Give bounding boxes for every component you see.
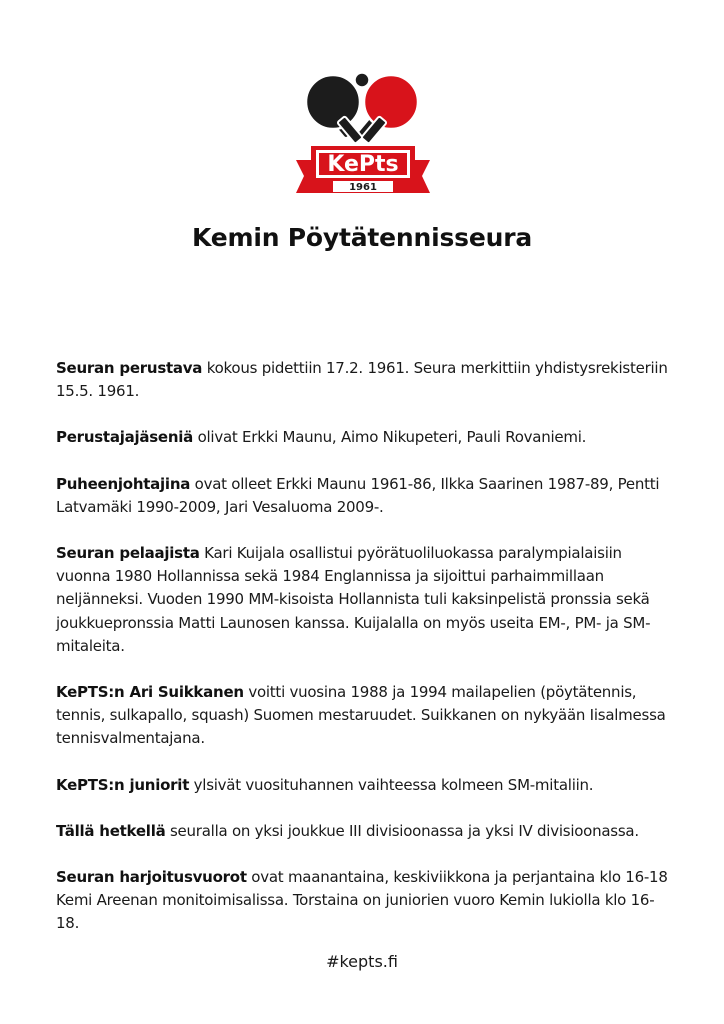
logo-year: 1961 [349, 182, 377, 193]
paragraph-text: kokous pidettiin 17.2. 1961. Seura merkittiin yhdistysrekisteriin 15.5. 1961. [56, 359, 668, 401]
paragraph-text: olivat Erkki Maunu, Aimo Nikupeteri, Pauli Rovaniemi. [193, 428, 587, 447]
paragraph-players [56, 542, 676, 658]
paragraph-lead: Seuran perustava [56, 359, 203, 377]
footer-hashtag: #kepts.fi [326, 952, 398, 971]
paragraph-lead: Puheenjohtajina [56, 474, 191, 493]
paragraph-lead: Seuran pelaajista [56, 544, 200, 563]
paragraph-lead: Perustajajäseniä [56, 428, 194, 447]
paragraph-lead: Tällä hetkellä [56, 821, 166, 840]
logo-club-name: KePts [327, 152, 399, 177]
club-logo [293, 68, 433, 198]
paragraph-lead: KePTS:n Ari Suikkanen [56, 683, 244, 702]
paragraph-founders [56, 426, 676, 449]
paragraph-text: ylsivät vuosituhannen vaihteessa kolmeen SM-mitaliin. [189, 775, 594, 794]
paragraph-text: ovat olleet Erkki Maunu 1961-86, Ilkka Saarinen 1987-89, Pentti Latvamäki 1990-2009, Jari Vesaluoma 2009-. [56, 474, 660, 516]
body-content [56, 357, 676, 959]
paragraph-text: voitti vuosina 1988 ja 1994 mailapelien (pöytätennis, tennis, sulkapallo, squash) Suomen mestaruudet. Suikkanen on nykyään Iisalmessa tennisvalmentajana. [56, 683, 666, 748]
paragraph-suikkanen [56, 681, 676, 751]
paragraph-founding [56, 357, 676, 403]
ball-icon [355, 73, 369, 87]
paragraph-text: ovat maanantaina, keskiviikkona ja perjantaina klo 16-18 Kemi Areenan monitoimisalissa. Torstaina on juniorien vuoro Kemin lukiolla klo 16-18. [56, 868, 668, 933]
paragraph-chairmen [56, 473, 676, 519]
paragraph-training [56, 866, 676, 936]
paragraph-lead: KePTS:n juniorit [56, 775, 190, 794]
paragraph-text: seuralla on yksi joukkue III divisioonassa ja yksi IV divisioonassa. [165, 821, 639, 840]
paragraph-current [56, 820, 676, 843]
page-title: Kemin Pöytätennisseura [191, 223, 532, 252]
paragraph-lead: Seuran harjoitusvuorot [56, 868, 247, 887]
paragraph-text: Kari Kuijala osallistui pyörätuoliluokassa paralympialaisiin vuonna 1980 Hollannissa sekä 1984 Englannissa ja sijoittui parhaimmillaan neljänneksi. Vuoden 1990 MM-kisoista Hollannista tuli kaksinpelistä pronssia sekä joukkuepronssia Matti Launosen kanssa. Kuijalalla on myös useita EM-, PM- ja SM-mitaleita. [56, 544, 651, 655]
paragraph-juniors [56, 774, 676, 797]
